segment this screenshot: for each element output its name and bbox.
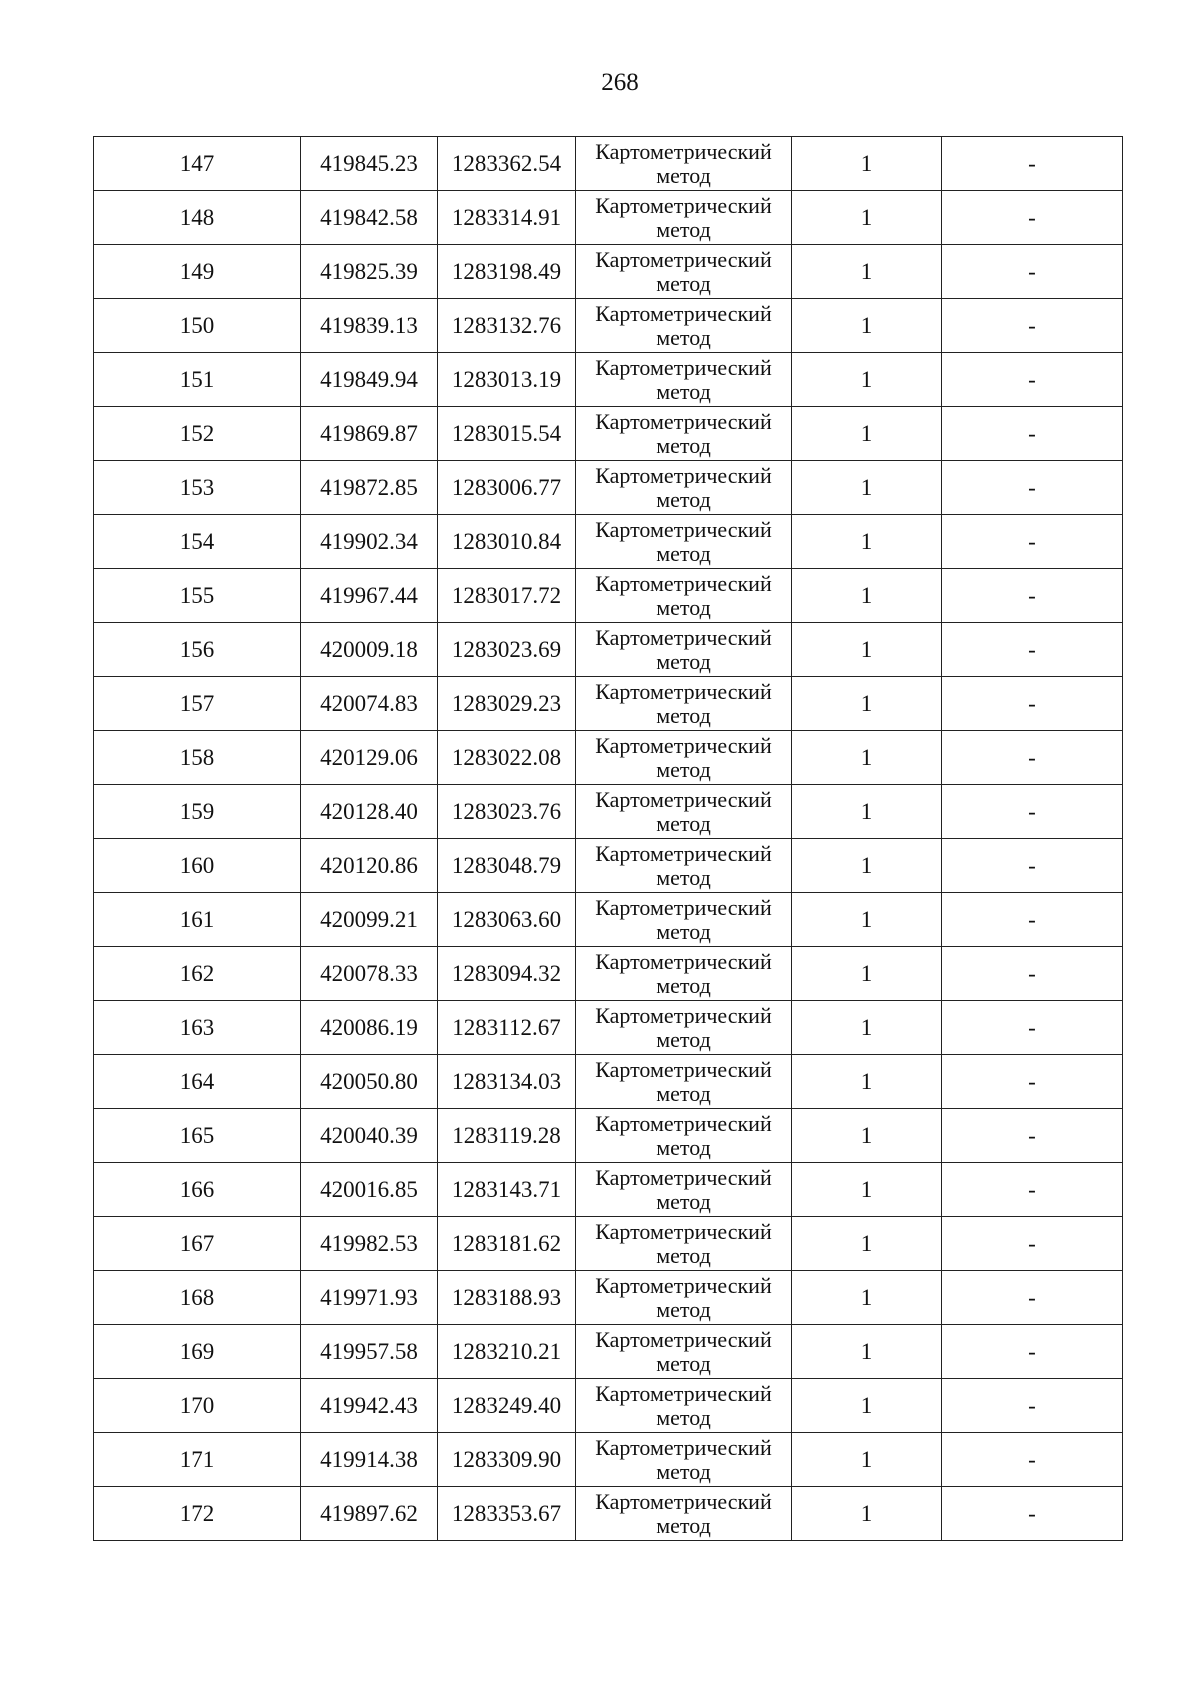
accuracy-cell: 1 (792, 839, 942, 893)
x-coordinate-cell: 420009.18 (301, 623, 438, 677)
method-cell: Картометрический метод (576, 1325, 792, 1379)
point-number-cell: 172 (94, 1487, 301, 1541)
method-cell: Картометрический метод (576, 839, 792, 893)
table-row (94, 1109, 1123, 1163)
note-cell: - (942, 461, 1123, 515)
y-coordinate-cell: 1283023.69 (438, 623, 576, 677)
x-coordinate-cell: 419842.58 (301, 191, 438, 245)
point-number-cell: 153 (94, 461, 301, 515)
point-number-cell: 147 (94, 137, 301, 191)
x-coordinate-cell: 419914.38 (301, 1433, 438, 1487)
point-number-cell: 151 (94, 353, 301, 407)
y-coordinate-cell: 1283119.28 (438, 1109, 576, 1163)
accuracy-cell: 1 (792, 137, 942, 191)
method-cell: Картометрический метод (576, 299, 792, 353)
accuracy-cell: 1 (792, 947, 942, 1001)
point-number-cell: 167 (94, 1217, 301, 1271)
method-cell: Картометрический метод (576, 353, 792, 407)
point-number-cell: 169 (94, 1325, 301, 1379)
accuracy-cell: 1 (792, 1487, 942, 1541)
point-number-cell: 161 (94, 893, 301, 947)
accuracy-cell: 1 (792, 515, 942, 569)
accuracy-cell: 1 (792, 623, 942, 677)
note-cell: - (942, 893, 1123, 947)
point-number-cell: 168 (94, 1271, 301, 1325)
note-cell: - (942, 677, 1123, 731)
table-row (94, 1055, 1123, 1109)
note-cell: - (942, 245, 1123, 299)
table-row (94, 1487, 1123, 1541)
y-coordinate-cell: 1283063.60 (438, 893, 576, 947)
point-number-cell: 165 (94, 1109, 301, 1163)
x-coordinate-cell: 420128.40 (301, 785, 438, 839)
accuracy-cell: 1 (792, 353, 942, 407)
table-row (94, 353, 1123, 407)
note-cell: - (942, 1217, 1123, 1271)
method-cell: Картометрический метод (576, 461, 792, 515)
point-number-cell: 152 (94, 407, 301, 461)
point-number-cell: 154 (94, 515, 301, 569)
y-coordinate-cell: 1283353.67 (438, 1487, 576, 1541)
method-cell: Картометрический метод (576, 893, 792, 947)
x-coordinate-cell: 419845.23 (301, 137, 438, 191)
method-cell: Картометрический метод (576, 1487, 792, 1541)
x-coordinate-cell: 419839.13 (301, 299, 438, 353)
note-cell: - (942, 137, 1123, 191)
accuracy-cell: 1 (792, 731, 942, 785)
method-cell: Картометрический метод (576, 1055, 792, 1109)
y-coordinate-cell: 1283017.72 (438, 569, 576, 623)
table-row (94, 1163, 1123, 1217)
point-number-cell: 157 (94, 677, 301, 731)
point-number-cell: 158 (94, 731, 301, 785)
y-coordinate-cell: 1283023.76 (438, 785, 576, 839)
method-cell: Картометрический метод (576, 677, 792, 731)
table-row (94, 137, 1123, 191)
y-coordinate-cell: 1283314.91 (438, 191, 576, 245)
table-row (94, 191, 1123, 245)
note-cell: - (942, 623, 1123, 677)
accuracy-cell: 1 (792, 785, 942, 839)
y-coordinate-cell: 1283134.03 (438, 1055, 576, 1109)
x-coordinate-cell: 419897.62 (301, 1487, 438, 1541)
x-coordinate-cell: 420040.39 (301, 1109, 438, 1163)
y-coordinate-cell: 1283112.67 (438, 1001, 576, 1055)
y-coordinate-cell: 1283143.71 (438, 1163, 576, 1217)
note-cell: - (942, 1109, 1123, 1163)
accuracy-cell: 1 (792, 1379, 942, 1433)
accuracy-cell: 1 (792, 677, 942, 731)
accuracy-cell: 1 (792, 1055, 942, 1109)
method-cell: Картометрический метод (576, 137, 792, 191)
x-coordinate-cell: 419902.34 (301, 515, 438, 569)
method-cell: Картометрический метод (576, 1217, 792, 1271)
accuracy-cell: 1 (792, 569, 942, 623)
y-coordinate-cell: 1283013.19 (438, 353, 576, 407)
accuracy-cell: 1 (792, 1433, 942, 1487)
accuracy-cell: 1 (792, 893, 942, 947)
accuracy-cell: 1 (792, 407, 942, 461)
table-row (94, 299, 1123, 353)
x-coordinate-cell: 419825.39 (301, 245, 438, 299)
table-row (94, 947, 1123, 1001)
table-row (94, 461, 1123, 515)
y-coordinate-cell: 1283048.79 (438, 839, 576, 893)
point-number-cell: 163 (94, 1001, 301, 1055)
note-cell: - (942, 1055, 1123, 1109)
accuracy-cell: 1 (792, 191, 942, 245)
y-coordinate-cell: 1283188.93 (438, 1271, 576, 1325)
note-cell: - (942, 1163, 1123, 1217)
accuracy-cell: 1 (792, 245, 942, 299)
x-coordinate-cell: 419971.93 (301, 1271, 438, 1325)
y-coordinate-cell: 1283022.08 (438, 731, 576, 785)
table-row (94, 1271, 1123, 1325)
method-cell: Картометрический метод (576, 1163, 792, 1217)
note-cell: - (942, 299, 1123, 353)
point-number-cell: 149 (94, 245, 301, 299)
table-row (94, 677, 1123, 731)
note-cell: - (942, 353, 1123, 407)
x-coordinate-cell: 420086.19 (301, 1001, 438, 1055)
note-cell: - (942, 1433, 1123, 1487)
method-cell: Картометрический метод (576, 515, 792, 569)
method-cell: Картометрический метод (576, 623, 792, 677)
coordinates-table (93, 136, 1123, 1541)
y-coordinate-cell: 1283029.23 (438, 677, 576, 731)
method-cell: Картометрический метод (576, 731, 792, 785)
y-coordinate-cell: 1283181.62 (438, 1217, 576, 1271)
x-coordinate-cell: 420099.21 (301, 893, 438, 947)
x-coordinate-cell: 420074.83 (301, 677, 438, 731)
note-cell: - (942, 1001, 1123, 1055)
accuracy-cell: 1 (792, 1271, 942, 1325)
note-cell: - (942, 839, 1123, 893)
x-coordinate-cell: 420078.33 (301, 947, 438, 1001)
x-coordinate-cell: 420120.86 (301, 839, 438, 893)
point-number-cell: 170 (94, 1379, 301, 1433)
note-cell: - (942, 1487, 1123, 1541)
table-row (94, 893, 1123, 947)
x-coordinate-cell: 420050.80 (301, 1055, 438, 1109)
table-row (94, 1001, 1123, 1055)
point-number-cell: 150 (94, 299, 301, 353)
method-cell: Картометрический метод (576, 1001, 792, 1055)
method-cell: Картометрический метод (576, 1433, 792, 1487)
point-number-cell: 166 (94, 1163, 301, 1217)
point-number-cell: 159 (94, 785, 301, 839)
x-coordinate-cell: 419967.44 (301, 569, 438, 623)
table-row (94, 839, 1123, 893)
table-row (94, 515, 1123, 569)
accuracy-cell: 1 (792, 1109, 942, 1163)
page-number: 268 (601, 69, 639, 96)
x-coordinate-cell: 419942.43 (301, 1379, 438, 1433)
method-cell: Картометрический метод (576, 407, 792, 461)
point-number-cell: 156 (94, 623, 301, 677)
accuracy-cell: 1 (792, 1217, 942, 1271)
table-row (94, 1433, 1123, 1487)
x-coordinate-cell: 419872.85 (301, 461, 438, 515)
method-cell: Картометрический метод (576, 1379, 792, 1433)
y-coordinate-cell: 1283006.77 (438, 461, 576, 515)
method-cell: Картометрический метод (576, 191, 792, 245)
note-cell: - (942, 1271, 1123, 1325)
x-coordinate-cell: 419849.94 (301, 353, 438, 407)
table-row (94, 569, 1123, 623)
note-cell: - (942, 1379, 1123, 1433)
point-number-cell: 160 (94, 839, 301, 893)
x-coordinate-cell: 420016.85 (301, 1163, 438, 1217)
y-coordinate-cell: 1283015.54 (438, 407, 576, 461)
note-cell: - (942, 1325, 1123, 1379)
point-number-cell: 148 (94, 191, 301, 245)
note-cell: - (942, 569, 1123, 623)
method-cell: Картометрический метод (576, 245, 792, 299)
method-cell: Картометрический метод (576, 947, 792, 1001)
x-coordinate-cell: 419982.53 (301, 1217, 438, 1271)
note-cell: - (942, 947, 1123, 1001)
note-cell: - (942, 731, 1123, 785)
table-row (94, 1379, 1123, 1433)
y-coordinate-cell: 1283309.90 (438, 1433, 576, 1487)
accuracy-cell: 1 (792, 1163, 942, 1217)
method-cell: Картометрический метод (576, 785, 792, 839)
point-number-cell: 162 (94, 947, 301, 1001)
y-coordinate-cell: 1283249.40 (438, 1379, 576, 1433)
note-cell: - (942, 191, 1123, 245)
accuracy-cell: 1 (792, 1001, 942, 1055)
note-cell: - (942, 515, 1123, 569)
table-row (94, 245, 1123, 299)
table-row (94, 407, 1123, 461)
y-coordinate-cell: 1283132.76 (438, 299, 576, 353)
y-coordinate-cell: 1283210.21 (438, 1325, 576, 1379)
table-row (94, 785, 1123, 839)
accuracy-cell: 1 (792, 299, 942, 353)
point-number-cell: 171 (94, 1433, 301, 1487)
method-cell: Картометрический метод (576, 1271, 792, 1325)
x-coordinate-cell: 419957.58 (301, 1325, 438, 1379)
table-row (94, 731, 1123, 785)
x-coordinate-cell: 420129.06 (301, 731, 438, 785)
accuracy-cell: 1 (792, 461, 942, 515)
table-row (94, 1217, 1123, 1271)
point-number-cell: 164 (94, 1055, 301, 1109)
table-row (94, 1325, 1123, 1379)
method-cell: Картометрический метод (576, 1109, 792, 1163)
note-cell: - (942, 785, 1123, 839)
y-coordinate-cell: 1283362.54 (438, 137, 576, 191)
x-coordinate-cell: 419869.87 (301, 407, 438, 461)
note-cell: - (942, 407, 1123, 461)
y-coordinate-cell: 1283094.32 (438, 947, 576, 1001)
accuracy-cell: 1 (792, 1325, 942, 1379)
table-row (94, 623, 1123, 677)
coordinates-table-body (94, 137, 1123, 1541)
y-coordinate-cell: 1283010.84 (438, 515, 576, 569)
method-cell: Картометрический метод (576, 569, 792, 623)
y-coordinate-cell: 1283198.49 (438, 245, 576, 299)
point-number-cell: 155 (94, 569, 301, 623)
